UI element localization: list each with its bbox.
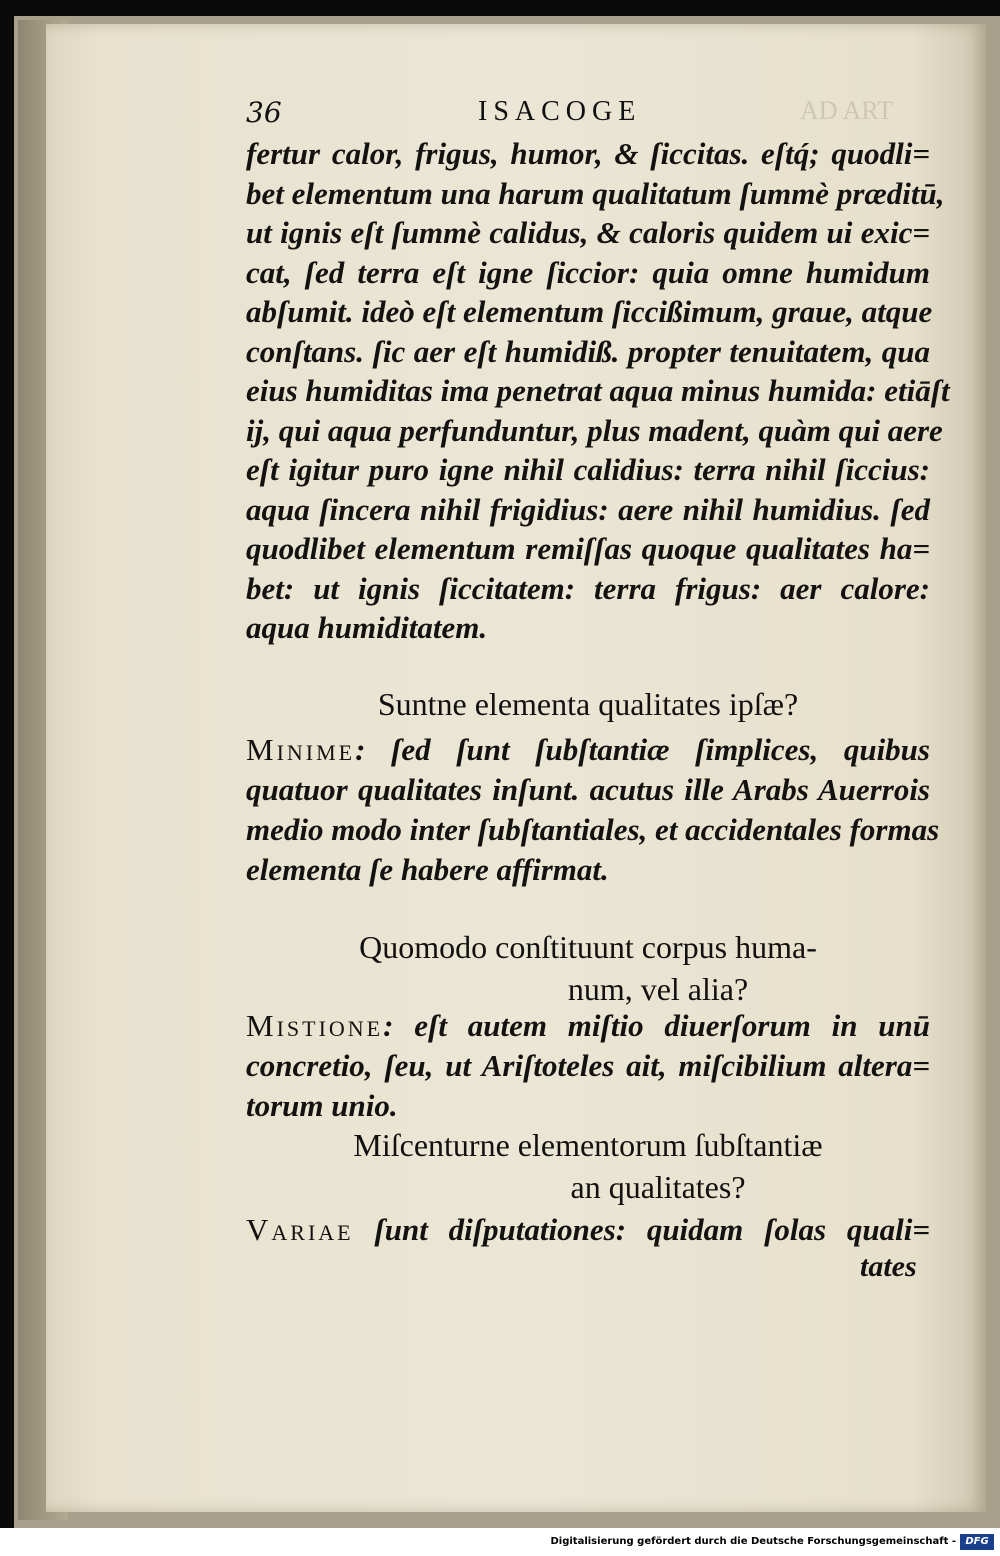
- paragraph-elements: [246, 134, 950, 648]
- text-line: abſumit. ideò eſt elementum ſiccißimum, graue, atque: [246, 294, 933, 329]
- text-line: ij, qui aqua perfunduntur, plus madent, quàm qui aere: [246, 412, 943, 448]
- catchword: tates: [860, 1250, 917, 1283]
- text-line: medio modo inter ſubſtantiales, et accidentales formas: [246, 812, 940, 847]
- answer-paragraph: [246, 1006, 930, 1126]
- text-line: bet elementum una harum qualitatum ſummè præditū,: [246, 175, 945, 211]
- text-line: Mistione: eſt autem miſtio diuerſorum in unū: [246, 1008, 930, 1043]
- question-line: num, vel alia?: [567, 971, 749, 1007]
- text-line: eſt igitur puro igne nihil calidius: terra nihil ſiccius:: [246, 452, 930, 487]
- text-line: bet: ut ignis ſiccitatem: terra frigus: aer calore:: [246, 570, 930, 606]
- lead-word: Minime: [246, 732, 356, 767]
- bleed-through-text: AD ART: [800, 96, 894, 125]
- question-heading: Suntne elementa qualitates ipſæ?: [377, 686, 799, 722]
- text-line: Variae ſunt diſputationes: quidam ſolas quali=: [246, 1212, 930, 1247]
- question-line: Miſcenturne elementorum ſubſtantiæ: [353, 1127, 823, 1163]
- question-heading: [246, 926, 930, 1010]
- question-line: an qualitates?: [570, 1169, 746, 1205]
- text-line: Minime: ſed ſunt ſubſtantiæ ſimplices, quibus: [246, 732, 930, 767]
- question-line: Quomodo conſtituunt corpus huma-: [359, 929, 817, 965]
- text-line: eius humiditas ima penetrat aqua minus humida: etiāſt: [246, 373, 950, 408]
- text-line: cat, ſed terra eſt igne ſiccior: quia omne humidum: [246, 254, 930, 290]
- answer-paragraph: [246, 1210, 930, 1250]
- text-line: conſtans. ſic aer eſt humidiß. propter tenuitatem, qua: [246, 333, 930, 369]
- lead-word: Variae: [246, 1212, 354, 1247]
- text-line: aqua humiditatem.: [246, 610, 488, 645]
- dfg-logo: DFG: [960, 1534, 994, 1550]
- text-line: aqua ſincera nihil frigidius: aere nihil humidius. ſed: [246, 491, 930, 527]
- text-line: fertur calor, frigus, humor, & ſiccitas. eſtq́; quodli=: [246, 136, 930, 171]
- page-number: 36: [246, 96, 282, 129]
- text-line: elementa ſe habere affirmat.: [246, 852, 609, 887]
- question-heading: [246, 1124, 930, 1208]
- text-line: quatuor qualitates inſunt. acutus ille Arabs Auerrois: [246, 772, 930, 807]
- running-head: ISACOGE: [478, 96, 642, 127]
- text-line: ut ignis eſt ſummè calidus, & caloris quidem ui exic=: [246, 215, 930, 250]
- page-header: [246, 96, 936, 136]
- text-line: quodlibet elementum remiſſas quoque qualitates ha=: [246, 531, 930, 566]
- lead-word: Mistione: [246, 1008, 384, 1043]
- answer-paragraph: [246, 730, 940, 890]
- text-line: torum unio.: [246, 1088, 398, 1123]
- funding-credit: Digitalisierung gefördert durch die Deutsche Forschungsgemeinschaft -: [550, 1536, 956, 1547]
- text-line: concretio, ſeu, ut Ariſtoteles ait, miſcibilium altera=: [246, 1048, 930, 1083]
